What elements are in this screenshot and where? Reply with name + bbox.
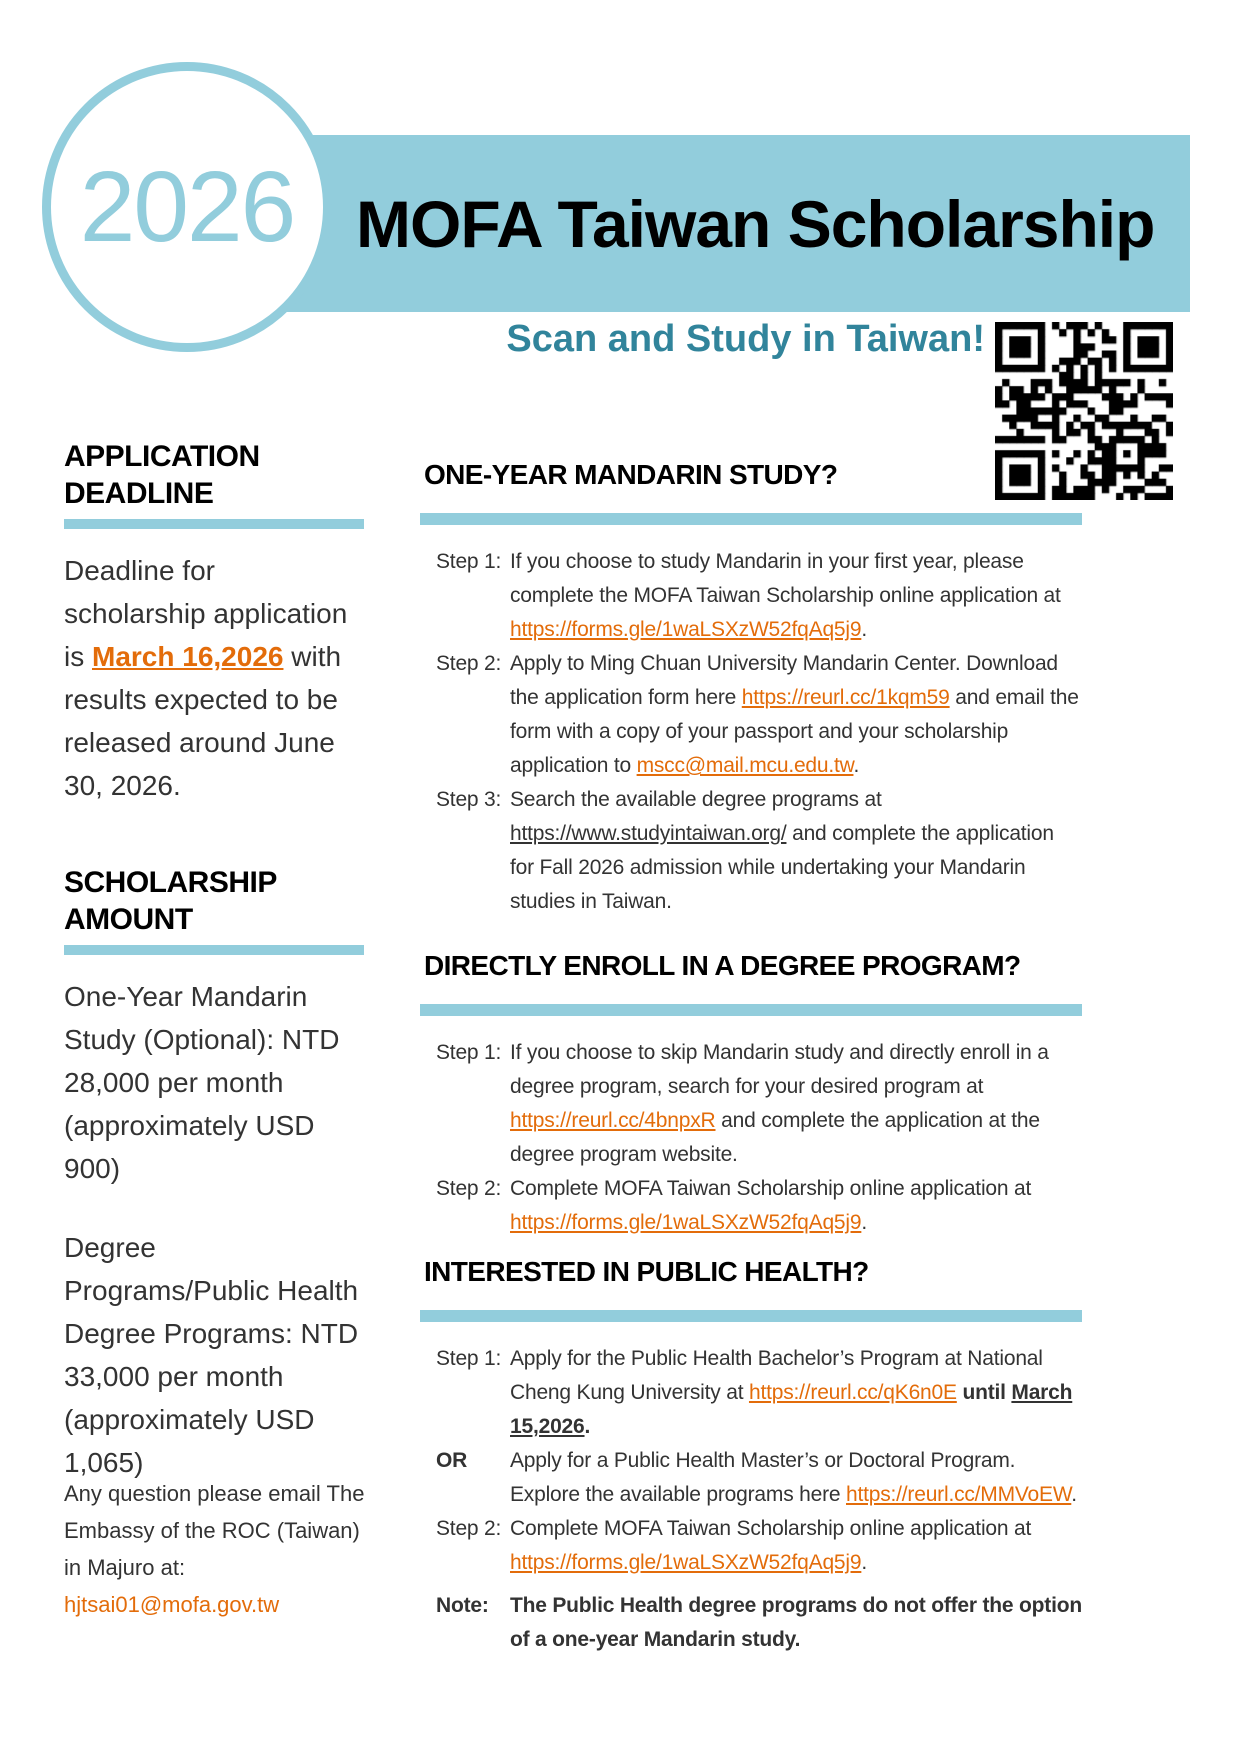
note-block	[420, 1589, 1082, 1657]
step-text-segment: until	[962, 1381, 1012, 1404]
step-text-segment: and complete the application for Fall 2026 admission while undertaking your Mandarin studies in Taiwan.	[510, 822, 1054, 913]
section-public-health	[420, 1252, 1082, 1657]
deadline-paragraph	[64, 549, 364, 807]
step-row	[420, 1512, 1082, 1580]
scholarship-amount-heading: SCHOLARSHIP AMOUNT	[64, 866, 277, 936]
deadline-text-post: with results expected to be released around June 30, 2026.	[64, 641, 342, 801]
step-text-segment: If you choose to study Mandarin in your first year, please complete the MOFA Taiwan Scholarship online application at	[510, 550, 1061, 607]
step-label: OR	[436, 1449, 468, 1472]
section-heading: INTERESTED IN PUBLIC HEALTH?	[424, 1256, 869, 1287]
step-text-segment: and email the form with a copy of your passport and your scholarship application to	[510, 686, 1079, 777]
step-text-segment: .	[584, 1415, 591, 1438]
amount-mandarin-paragraph: One-Year Mandarin Study (Optional): NTD 28,000 per month (approximately USD 900)	[64, 981, 340, 1184]
contact-block	[64, 1475, 376, 1623]
title-banner	[258, 135, 1190, 312]
deadline-text-pre: Deadline for scholarship application is	[64, 555, 348, 672]
step-text-segment: Apply to Ming Chuan University Mandarin Center. Download the application form here	[510, 652, 1058, 709]
step-row	[420, 1444, 1082, 1512]
section-heading: DIRECTLY ENROLL IN A DEGREE PROGRAM?	[424, 950, 1021, 981]
heading-rule	[64, 519, 364, 529]
step-text	[510, 1347, 1072, 1438]
link[interactable]: mscc@mail.mcu.edu.tw	[636, 754, 854, 777]
section-mandarin-study	[420, 455, 1082, 919]
step-text-segment: .	[861, 1211, 867, 1234]
link[interactable]: https://reurl.cc/4bnpxR	[510, 1109, 716, 1132]
step-text-segment: .	[861, 618, 867, 641]
step-row	[420, 1589, 1082, 1657]
step-text	[510, 1594, 1082, 1651]
section-rule	[420, 1004, 1082, 1016]
step-label: Step 2:	[436, 1177, 502, 1200]
contact-text: Any question please email The Embassy of the ROC (Taiwan) in Majuro at:	[64, 1481, 365, 1580]
step-text-segment: .	[1071, 1483, 1077, 1506]
step-label: Step 3:	[436, 788, 502, 811]
step-text-segment: Apply for the Public Health Bachelor’s Program at National Cheng Kung University at	[510, 1347, 1043, 1404]
step-text	[510, 1449, 1077, 1506]
step-text-segment: Complete MOFA Taiwan Scholarship online application at	[510, 1177, 1032, 1200]
step-label: Step 1:	[436, 1347, 502, 1370]
step-row	[420, 1342, 1082, 1444]
step-text	[510, 1041, 1049, 1166]
application-deadline-heading: APPLICATION DEADLINE	[64, 440, 260, 510]
deadline-date-link[interactable]: March 16,2026	[92, 641, 284, 672]
step-row	[420, 1036, 1082, 1172]
link[interactable]: https://reurl.cc/1kqm59	[741, 686, 950, 709]
step-text	[510, 1177, 1031, 1234]
tagline: Scan and Study in Taiwan!	[506, 318, 985, 360]
steps-list	[420, 1342, 1082, 1580]
section-heading: ONE-YEAR MANDARIN STUDY?	[424, 459, 838, 490]
heading-rule	[64, 945, 364, 955]
step-row	[420, 783, 1082, 919]
contact-email-link[interactable]: hjtsai01@mofa.gov.tw	[64, 1592, 280, 1617]
step-text-segment: and complete the application at the degree program website.	[510, 1109, 1040, 1166]
section-direct-enroll	[420, 946, 1082, 1240]
link[interactable]: https://www.studyintaiwan.org/	[510, 822, 787, 845]
step-row	[420, 545, 1082, 647]
step-row	[420, 1172, 1082, 1240]
steps-list	[420, 1036, 1082, 1240]
link[interactable]: https://reurl.cc/MMVoEW	[846, 1483, 1072, 1506]
link[interactable]: https://reurl.cc/qK6n0E	[748, 1381, 957, 1404]
step-text-segment: Apply for a Public Health Master’s or Doctoral Program. Explore the available programs here	[510, 1449, 1016, 1506]
link[interactable]: https://forms.gle/1waLSXzW52fqAq5j9	[510, 1211, 862, 1234]
step-text	[510, 550, 1061, 641]
section-rule	[420, 513, 1082, 525]
steps-list	[420, 545, 1082, 919]
step-text-segment: .	[861, 1551, 867, 1574]
year-badge	[42, 62, 332, 352]
link[interactable]: https://forms.gle/1waLSXzW52fqAq5j9	[510, 1551, 862, 1574]
step-text	[510, 1517, 1031, 1574]
step-text-segment: Search the available degree programs at	[510, 788, 882, 811]
step-label: Step 1:	[436, 550, 502, 573]
step-text-segment: Complete MOFA Taiwan Scholarship online application at	[510, 1517, 1032, 1540]
step-row	[420, 647, 1082, 783]
step-text-segment: The Public Health degree programs do not offer the option of a one-year Mandarin study.	[510, 1594, 1082, 1651]
amount-degree-paragraph: Degree Programs/Public Health Degree Programs: NTD 33,000 per month (approximately USD 1,065)	[64, 1232, 359, 1478]
link[interactable]: https://forms.gle/1waLSXzW52fqAq5j9	[510, 618, 862, 641]
year-text: 2026	[79, 150, 295, 263]
step-text-segment: .	[853, 754, 860, 777]
application-deadline-section	[64, 438, 364, 807]
step-text	[510, 652, 1079, 777]
step-text	[510, 788, 1054, 913]
step-label: Step 2:	[436, 1517, 502, 1540]
step-label: Step 2:	[436, 652, 502, 675]
scholarship-amount-section	[64, 864, 364, 1484]
section-rule	[420, 1310, 1082, 1322]
step-text-segment: If you choose to skip Mandarin study and directly enroll in a degree program, search for your desired program at	[510, 1041, 1049, 1098]
step-text-segment: March 15,2026	[510, 1381, 1073, 1438]
step-label: Note:	[436, 1594, 489, 1617]
page-title: MOFA Taiwan Scholarship	[356, 186, 1155, 261]
step-label: Step 1:	[436, 1041, 502, 1064]
